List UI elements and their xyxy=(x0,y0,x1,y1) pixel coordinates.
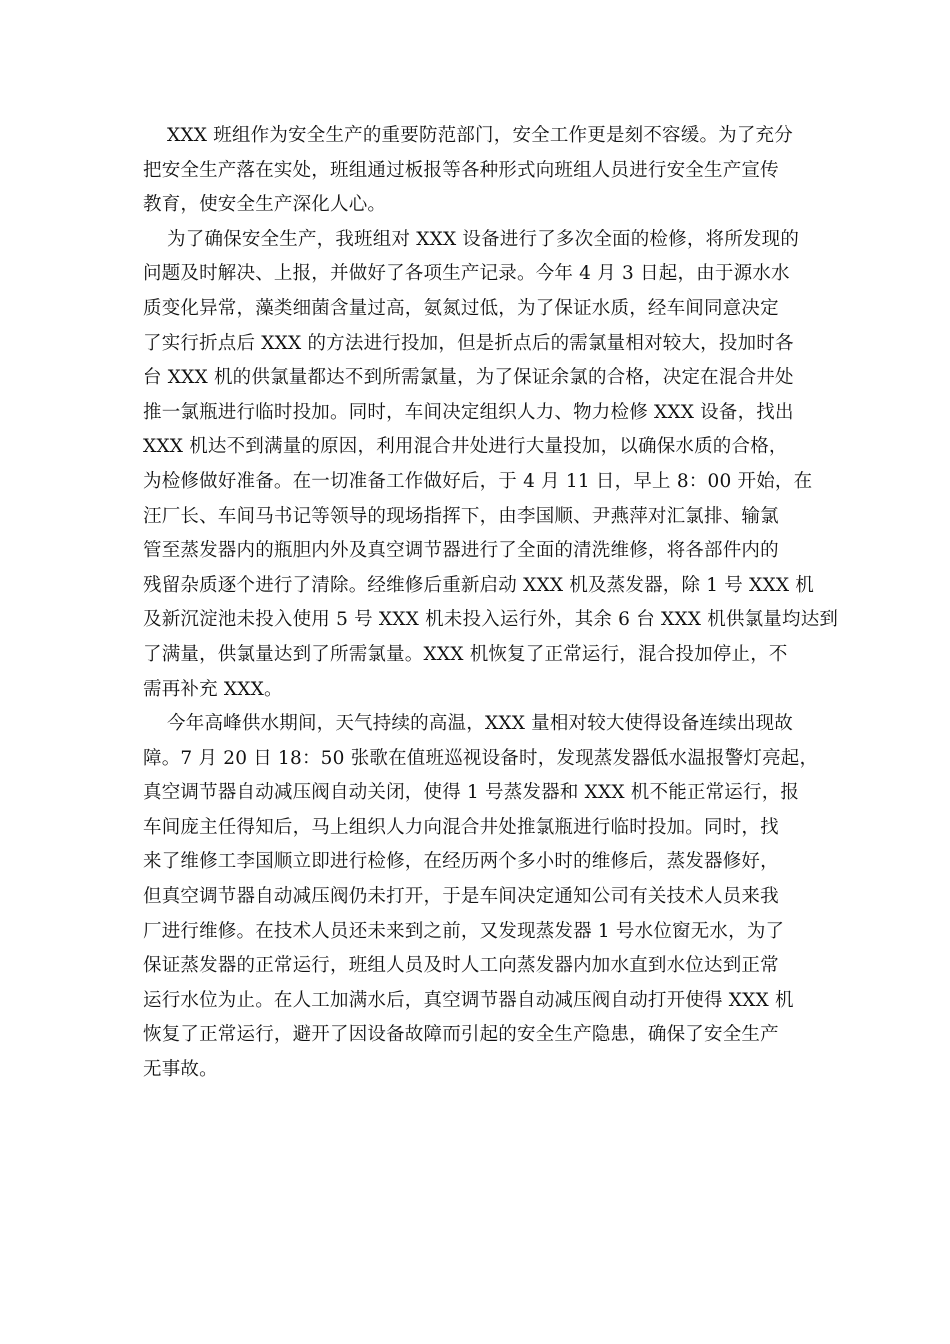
text-line: 运行水位为止。在人工加满水后，真空调节器自动减压阀自动打开使得 XXX 机 xyxy=(143,989,794,1011)
text-line: 但真空调节器自动减压阀仍未打开，于是车间决定通知公司有关技术人员来我 xyxy=(143,886,779,908)
text-line: 台 XXX 机的供氯量都达不到所需氯量，为了保证余氯的合格，决定在混合井处 xyxy=(143,367,794,389)
text-line: 来了维修工李国顺立即进行检修，在经历两个多小时的维修后，蒸发器修好， xyxy=(143,851,779,873)
text-line: 无事故。 xyxy=(143,1059,218,1081)
text-line: 需再补充 XXX。 xyxy=(143,678,283,700)
text-line: 推一氯瓶进行临时投加。同时，车间决定组织人力、物力检修 XXX 设备，找出 xyxy=(143,401,794,423)
paragraph-3 xyxy=(143,707,819,1088)
text-line: 保证蒸发器的正常运行，班组人员及时人工向蒸发器内加水直到水位达到正常 xyxy=(143,955,779,977)
text-line: 了实行折点后 XXX 的方法进行投加，但是折点后的需氯量相对较大，投加时各 xyxy=(143,332,794,354)
text-line: 今年高峰供水期间，天气持续的高温，XXX 量相对较大使得设备连续出现故 xyxy=(167,713,793,735)
text-line: 厂进行维修。在技术人员还未来到之前，又发现蒸发器 1 号水位窗无水，为了 xyxy=(143,920,785,942)
text-line: 障。7 月 20 日 18：50 张歌在值班巡视设备时，发现蒸发器低水温报警灯亮起， xyxy=(143,747,819,769)
text-line: 及新沉淀池未投入使用 5 号 XXX 机未投入运行外，其余 6 台 XXX 机供氯量均达到 xyxy=(143,609,839,631)
paragraph-1 xyxy=(143,119,803,223)
text-line: XXX 机达不到满量的原因，利用混合井处进行大量投加，以确保水质的合格， xyxy=(143,436,788,458)
text-line: 为检修做好准备。在一切准备工作做好后，于 4 月 11 日，早上 8：00 开始，在 xyxy=(143,470,813,492)
text-line: 车间庞主任得知后，马上组织人力向混合井处推氯瓶进行临时投加。同时，找 xyxy=(143,816,779,838)
text-line: XXX 班组作为安全生产的重要防范部门，安全工作更是刻不容缓。为了充分 xyxy=(167,125,793,146)
text-line: 为了确保安全生产，我班组对 XXX 设备进行了多次全面的检修，将所发现的 xyxy=(167,228,800,250)
text-line: 真空调节器自动减压阀自动关闭，使得 1 号蒸发器和 XXX 机不能正常运行，报 xyxy=(143,782,800,804)
text-line: 管至蒸发器内的瓶胆内外及真空调节器进行了全面的清洗维修，将各部件内的 xyxy=(143,540,779,562)
text-line: 教育，使安全生产深化人心。 xyxy=(143,194,387,216)
text-line: 汪厂长、车间马书记等领导的现场指挥下，由李国顺、尹燕萍对汇氯排、输氯 xyxy=(143,505,779,527)
text-line: 了满量，供氯量达到了所需氯量。XXX 机恢复了正常运行，混合投加停止，不 xyxy=(143,643,788,665)
paragraph-2 xyxy=(143,223,839,707)
text-line: 质变化异常，藻类细菌含量过高，氨氮过低，为了保证水质，经车间同意决定 xyxy=(143,297,779,319)
document-body xyxy=(143,119,839,1088)
text-line: 把安全生产落在实处，班组通过板报等各种形式向班组人员进行安全生产宣传 xyxy=(143,159,779,181)
text-line: 残留杂质逐个进行了清除。经维修后重新启动 XXX 机及蒸发器，除 1 号 XXX 机 xyxy=(143,574,814,596)
text-line: 问题及时解决、上报，并做好了各项生产记录。今年 4 月 3 日起，由于源水水 xyxy=(143,263,790,285)
text-line: 恢复了正常运行，避开了因设备故障而引起的安全生产隐患，确保了安全生产 xyxy=(143,1024,779,1046)
